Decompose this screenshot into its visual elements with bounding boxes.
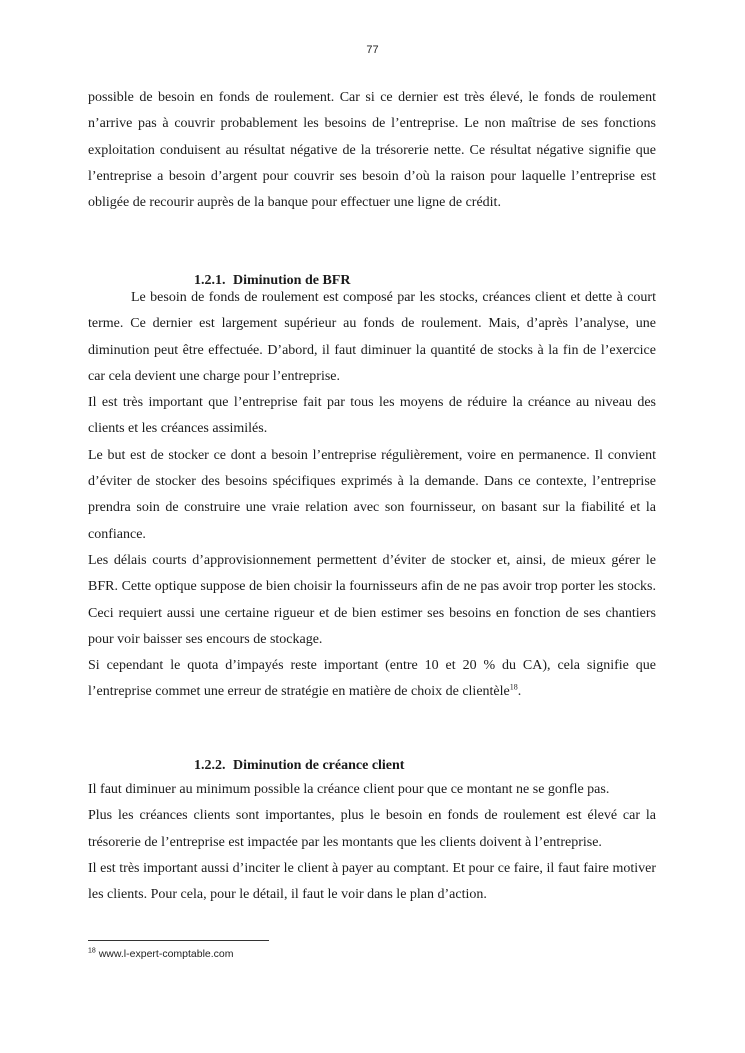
paragraph: Le but est de stocker ce dont a besoin l’entreprise régulièrement, voire en permanence. Il convient d’éviter de stocker des besoins spécifiques exprimés à la demande. Dans ce contexte, l’entreprise prendra soin de construire une vraie relation avec son fournisseur, on basant sur la fiabilité et la confiance. [88, 447, 656, 542]
paragraph-with-footnote [88, 653, 656, 706]
footnote-divider [88, 940, 269, 941]
section-title: Diminution de créance client [233, 758, 405, 773]
section-number: 1.2.2. [194, 758, 226, 773]
paragraph: Les délais courts d’approvisionnement permettent d’éviter de stocker et, ainsi, de mieux gérer le BFR. Cette optique suppose de bien choisir la fournisseurs afin de ne pas avoir trop porter les stocks. Ceci requiert aussi une certaine rigueur et de bien estimer ses besoins en fonction de ses chantiers pour voir baisser ses encours de stockage. [88, 552, 656, 647]
footnote-number: 18 [88, 947, 96, 955]
footnote [88, 948, 234, 960]
paragraph: Il faut diminuer au minimum possible la créance client pour que ce montant ne se gonfle pas. [88, 782, 610, 797]
paragraph-text: Si cependant le quota d’impayés reste important (entre 10 et 20 % du CA), cela signifie que l’entreprise commet une erreur de stratégie en matière de choix de clientèle [88, 658, 656, 700]
section-title: Diminution de BFR [233, 273, 351, 288]
page-number: 77 [366, 44, 379, 56]
paragraph: Plus les créances clients sont importantes, plus le besoin en fonds de roulement est élevé car la trésorerie de l’entreprise est impactée par les montants que les clients doivent à l’entreprise. [88, 808, 656, 850]
intro-paragraph: possible de besoin en fonds de roulement. Car si ce dernier est très élevé, le fonds de roulement n’arrive pas à couvrir probablement les besoins de l’entreprise. Le non maîtrise de ses fonctions exploitation conduisent au résultat négative de la trésorerie nette. Ce résultat négative signifie que l’entreprise a besoin d’argent pour couvrir ses besoin d’où la raison pour laquelle l’entreprise est obligée de recourir auprès de la banque pour effectuer une ligne de crédit. [88, 90, 656, 211]
intro-paragraph-block [88, 85, 656, 216]
section-number: 1.2.1. [194, 273, 226, 288]
paragraph: Il est très important aussi d’inciter le client à payer au comptant. Et pour ce faire, il faut faire motiver les clients. Pour cela, pour le détail, il faut le voir dans le plan d’action. [88, 860, 656, 903]
section-1-body [88, 285, 656, 706]
section-2-body [88, 777, 656, 908]
footnote-reference: 18 [509, 682, 518, 692]
paragraph: Le besoin de fonds de roulement est composé par les stocks, créances client et dette à court terme. Ce dernier est largement supérieur au fonds de roulement. Mais, d’après l’analyse, une diminution peut être effectuée. D’abord, il faut diminuer la quantité de stocks à la fin de l’exercice car cela devient une charge pour l’entreprise. [88, 290, 656, 384]
section-heading-1-2-2 [194, 757, 404, 775]
sentence-end: . [517, 684, 522, 700]
footnote-link-text: www.l-expert-comptable.com [98, 948, 234, 960]
paragraph: Il est très important que l’entreprise fait par tous les moyens de réduire la créance au niveau des clients et les créances assimilés. [88, 395, 656, 437]
